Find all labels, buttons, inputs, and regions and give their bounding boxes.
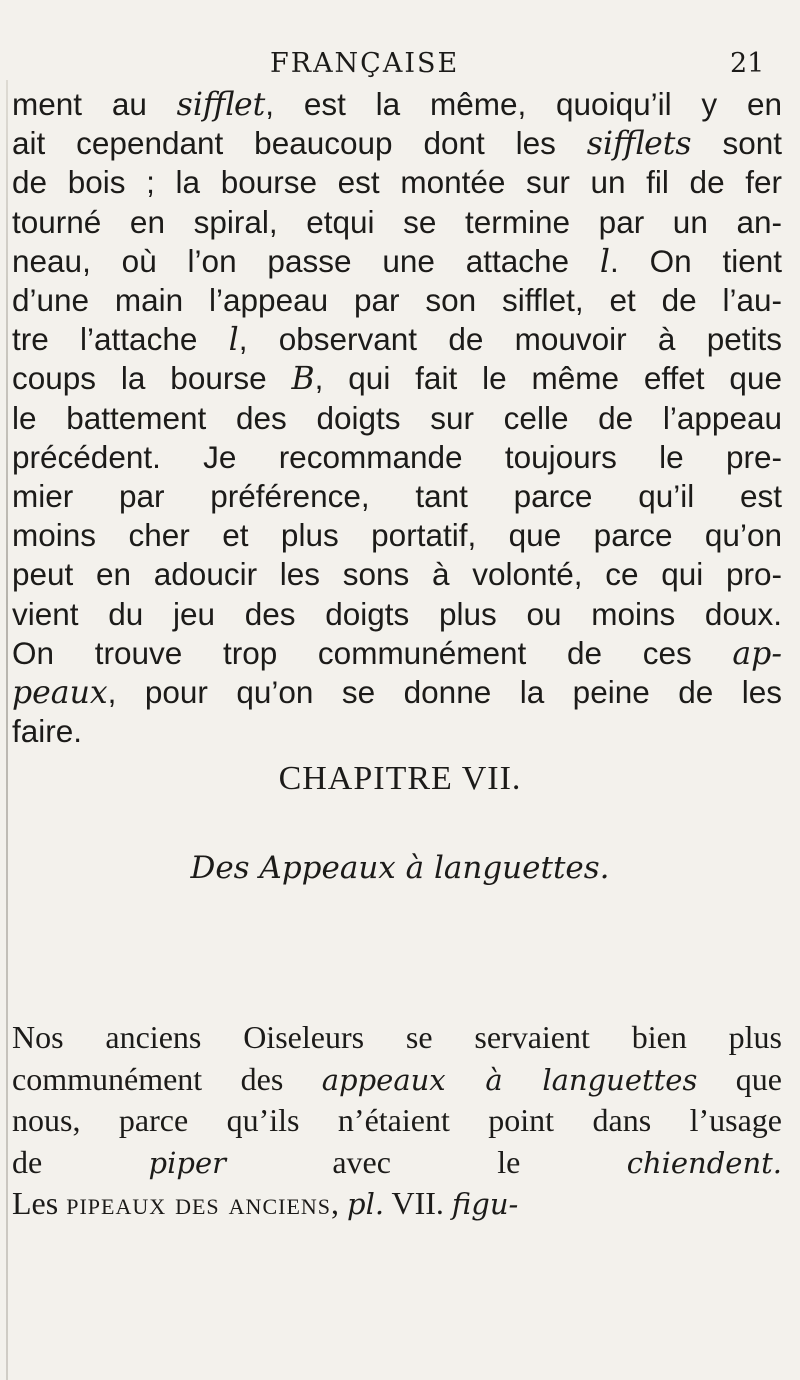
text-run: de — [12, 1143, 149, 1180]
text-run: On trouve trop communément de ces — [12, 634, 733, 671]
text-run: ment au — [12, 86, 177, 122]
text-line — [12, 1097, 782, 1143]
chapter-subtitle: Des Appeaux à languettes. — [190, 850, 610, 886]
text-run: de bois ; la bourse est montée sur un fil de fer — [12, 164, 782, 201]
text-run: le battement des doigts sur celle de l’appeau — [12, 399, 782, 436]
italic-run: sifflet — [176, 87, 266, 123]
text-run: , qui fait le même effet que — [314, 360, 782, 397]
italic-run: sifflets — [586, 126, 692, 163]
text-run: précédent. Je recommande toujours le pre- — [12, 438, 782, 475]
text-run: sont — [691, 125, 782, 162]
text-run: d’une main l’appeau par son sifflet, et de l’au- — [12, 282, 782, 318]
text-run: . On tient — [609, 242, 782, 279]
italic-run: l — [599, 243, 610, 280]
text-line — [12, 1014, 782, 1060]
text-run: que — [697, 1060, 782, 1097]
text-run: tourné en spiral, etqui se termine par un an- — [12, 203, 782, 240]
text-run: , est la même, quoiqu’il y en — [265, 86, 782, 122]
italic-run: chiendent. — [626, 1145, 783, 1180]
italic-run: l — [228, 322, 239, 359]
text-run: vient du jeu des doigts plus ou moins doux. — [12, 595, 782, 632]
text-run: ait cependant beaucoup dont les — [12, 125, 587, 162]
italic-run: figu- — [451, 1187, 519, 1221]
italic-run: B — [291, 361, 315, 398]
text-line — [12, 1180, 782, 1226]
text-run: faire. — [12, 713, 83, 750]
running-head-title: FRANÇAISE — [270, 48, 460, 79]
text-run: neau, où l’on passe une attache — [12, 242, 600, 279]
chapter-heading: CHAPITRE VII. — [278, 760, 522, 797]
text-run: , pour qu’on se donne la peine de les — [107, 674, 782, 710]
small-caps-run: pipeaux des anciens — [66, 1185, 331, 1221]
text-line — [12, 707, 782, 755]
italic-run: piper — [148, 1145, 226, 1180]
page-gutter-shadow — [6, 80, 8, 1380]
text-run: Les — [12, 1185, 67, 1221]
text-run: moins cher et plus portatif, que parce qu’on — [12, 517, 782, 554]
page-number: 21 — [730, 48, 765, 79]
italic-run: pl. — [347, 1187, 385, 1221]
text-line — [12, 1139, 782, 1185]
text-run: mier par préférence, tant parce qu’il est — [12, 478, 782, 514]
text-run: communément des — [12, 1060, 322, 1097]
text-run: tre l’attache — [12, 321, 229, 358]
italic-run: appeaux à languettes — [321, 1062, 698, 1097]
text-run: coups la bourse — [12, 360, 292, 397]
text-run: VII. — [384, 1185, 452, 1221]
text-run: avec le — [225, 1143, 627, 1180]
text-run: peut en adoucir les sons à volonté, ce qui pro- — [12, 556, 782, 593]
text-run: nous, parce qu’ils n’étaient point dans l’usage — [12, 1102, 782, 1138]
text-run: , — [331, 1185, 347, 1221]
italic-run: ap- — [732, 635, 782, 672]
italic-run: peaux — [12, 675, 108, 711]
text-run: Nos anciens Oiseleurs se servaient bien plus — [12, 1019, 782, 1055]
text-line — [12, 1056, 782, 1102]
text-run: , observant de mouvoir à petits — [238, 321, 782, 358]
